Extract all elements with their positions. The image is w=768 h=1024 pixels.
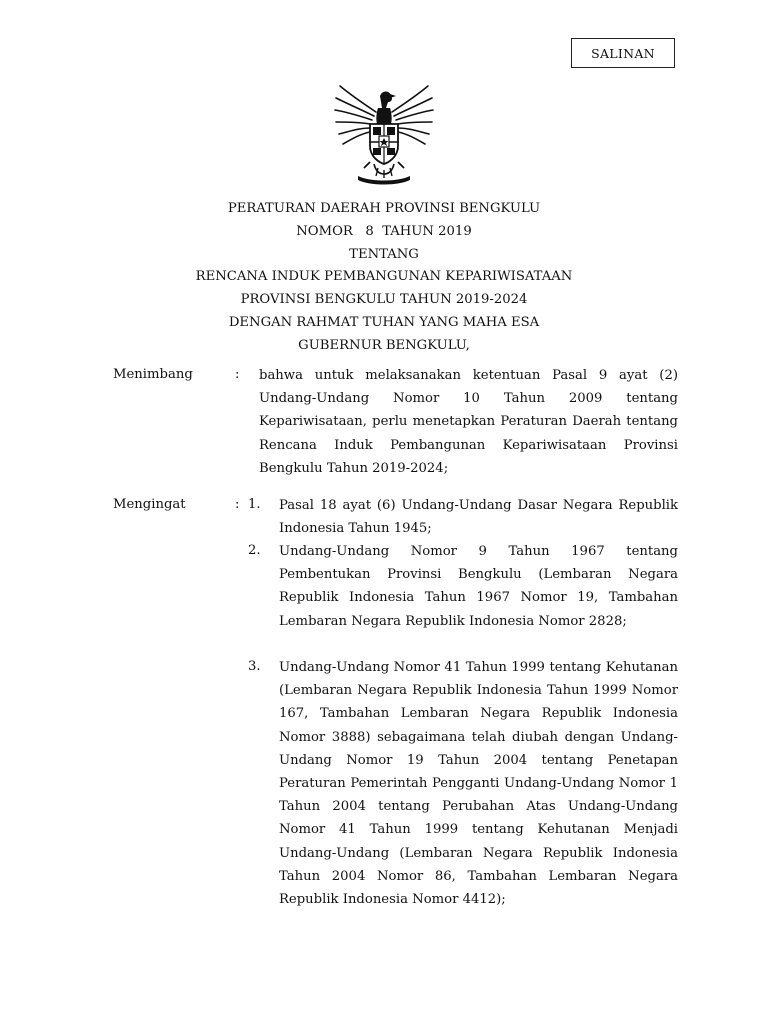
mengingat-item-number: 2. [248, 543, 261, 558]
mengingat-label: Mengingat [113, 497, 186, 512]
title-line: TENTANG [349, 246, 419, 262]
menimbang-text: bahwa untuk melaksanakan ketentuan Pasal 9 ayat (2) Undang-Undang Nomor 10 Tahun 2009 tentang Kepariwisataan, perlu menetapkan Peraturan Daerah tentang Rencana Induk Pembangunan Kepariwisataan Provinsi Bengkulu Tahun 2019-2024; [259, 368, 678, 476]
salinan-stamp: SALINAN [571, 38, 675, 68]
title-line: GUBERNUR BENGKULU, [298, 337, 470, 353]
mengingat-item-text: Pasal 18 ayat (6) Undang-Undang Dasar Negara Republik Indonesia Tahun 1945; [279, 498, 678, 537]
mengingat-item-number: 1. [248, 497, 261, 512]
mengingat-item-number: 3. [248, 659, 261, 674]
title-line: RENCANA INDUK PEMBANGUNAN KEPARIWISATAAN [195, 269, 573, 285]
title-line: PROVINSI BENGKULU TAHUN 2019-2024 [240, 292, 528, 308]
menimbang-label: Menimbang [113, 367, 193, 382]
title-line: NOMOR 8 TAHUN 2019 [296, 223, 472, 239]
mengingat-colon: : [235, 497, 240, 512]
menimbang-colon: : [235, 367, 240, 382]
regulation-title [80, 198, 688, 358]
mengingat-item-text: Undang-Undang Nomor 9 Tahun 1967 tentang Pembentukan Provinsi Bengkulu (Lembaran Negara Republik Indonesia Tahun 1967 Nomor 19, Tambahan Lembaran Negara Republik Indonesia Nomor 2828; [279, 544, 678, 629]
title-line: DENGAN RAHMAT TUHAN YANG MAHA ESA [228, 314, 540, 330]
garuda-emblem-icon [330, 82, 438, 190]
mengingat-item-text: Undang-Undang Nomor 41 Tahun 1999 tentang Kehutanan (Lembaran Negara Republik Indonesia Tahun 1999 Nomor 167, Tambahan Lembaran Negara Republik Indonesia Nomor 3888) sebagaimana telah diubah dengan Undang-Undang Nomor 19 Tahun 2004 tentang Penetapan Peraturan Pemerintah Pengganti Undang-Undang Nomor 1 Tahun 2004 tentang Perubahan Atas Undang-Undang Nomor 41 Tahun 1999 tentang Kehutanan Menjadi Undang-Undang (Lembaran Negara Republik Indonesia Tahun 2004 Nomor 86, Tambahan Lembaran Negara Republik Indonesia Nomor 4412); [279, 660, 678, 908]
title-line: PERATURAN DAERAH PROVINSI BENGKULU [227, 201, 541, 216]
